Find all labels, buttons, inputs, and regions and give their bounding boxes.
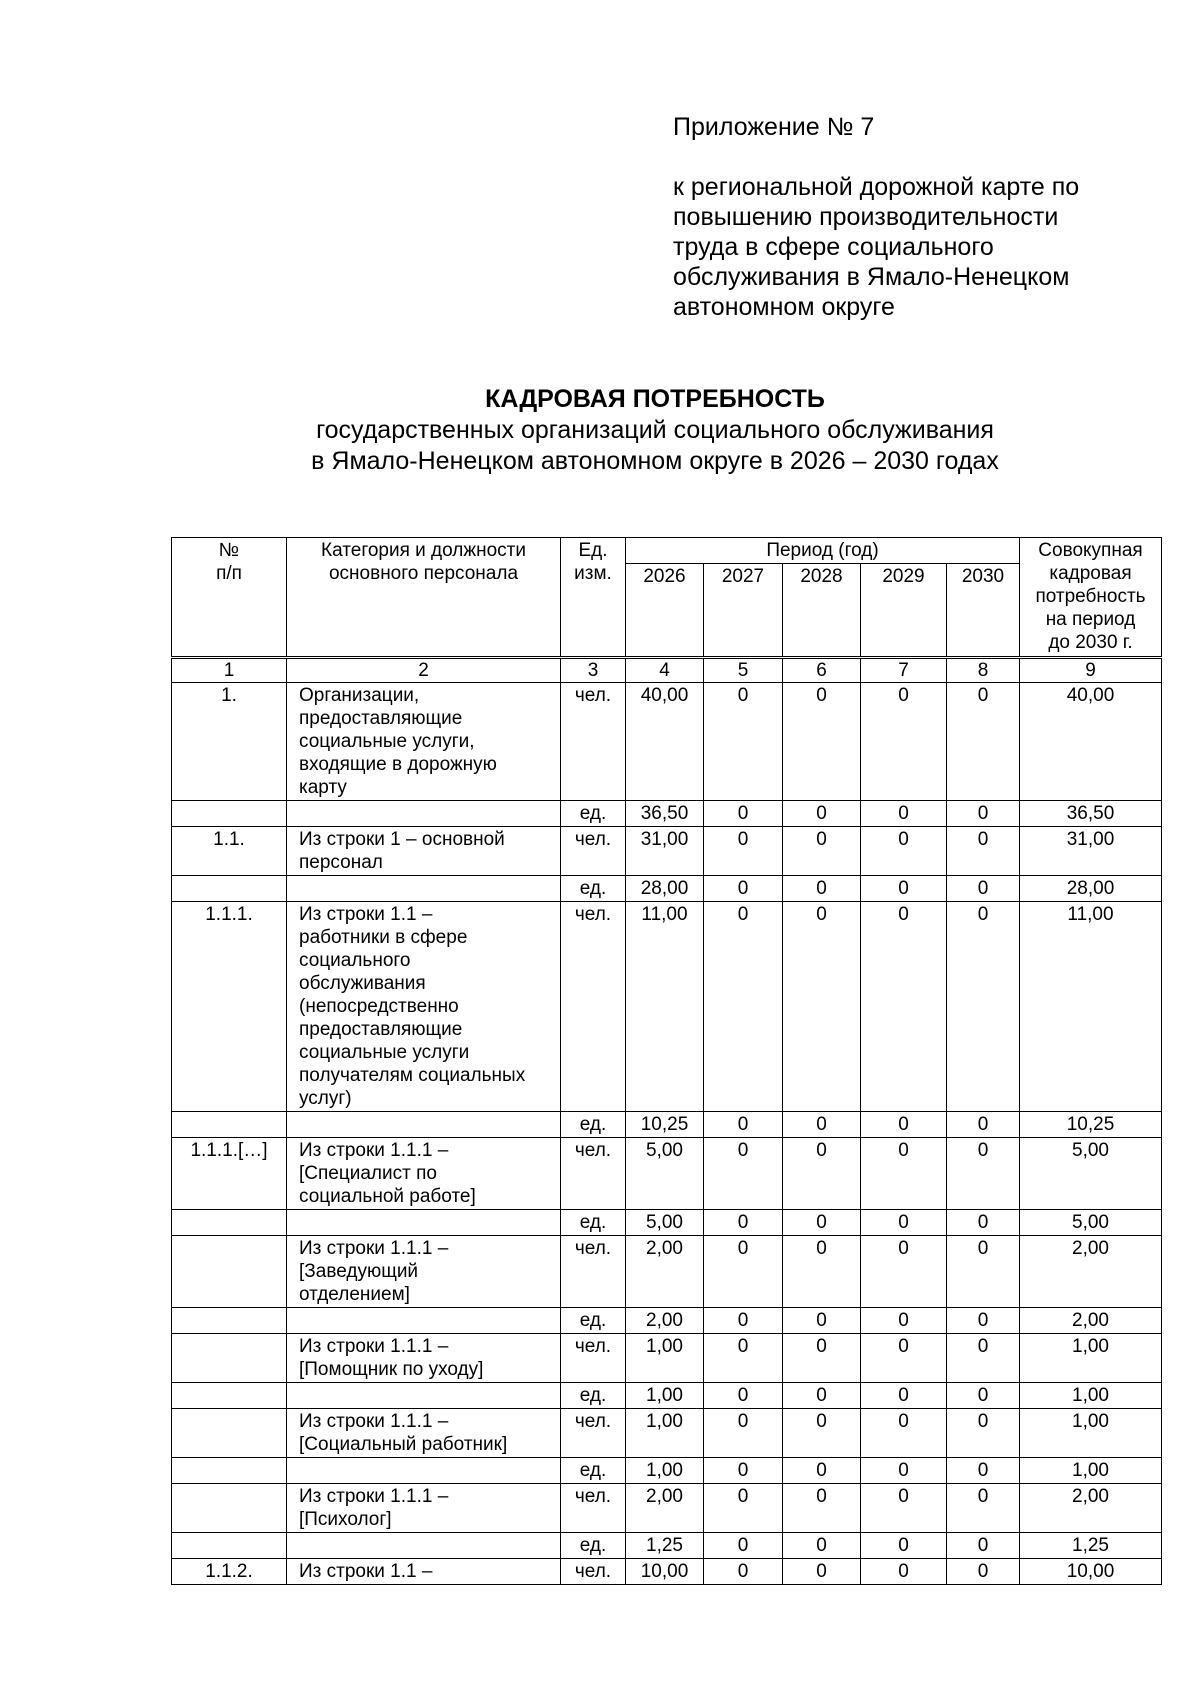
year-value-cell: 0 bbox=[704, 827, 783, 876]
year-value-cell: 2,00 bbox=[626, 1236, 704, 1308]
year-value-cell: 1,00 bbox=[626, 1409, 704, 1458]
year-value-cell: 0 bbox=[861, 1138, 947, 1210]
year-value-cell: 0 bbox=[947, 801, 1020, 827]
table-row bbox=[172, 1236, 1162, 1308]
appendix-line: к региональной дорожной карте по bbox=[673, 173, 1080, 201]
category-line: входящие в дорожную bbox=[299, 754, 497, 775]
table-row bbox=[172, 1383, 1162, 1409]
row-category bbox=[287, 1559, 561, 1585]
row-unit: ед. bbox=[561, 1308, 626, 1334]
row-category bbox=[287, 1236, 561, 1308]
row-number bbox=[172, 1210, 287, 1236]
table-row bbox=[172, 1210, 1162, 1236]
table-row bbox=[172, 1112, 1162, 1138]
row-category bbox=[287, 1409, 561, 1458]
category-line: [Психолог] bbox=[299, 1509, 392, 1530]
column-number: 5 bbox=[704, 658, 783, 683]
header-num: № п/п bbox=[172, 538, 287, 658]
appendix-line: труда в сфере социального bbox=[673, 233, 994, 261]
row-category bbox=[287, 1533, 561, 1559]
year-value-cell: 10,25 bbox=[626, 1112, 704, 1138]
row-category bbox=[287, 876, 561, 902]
row-total: 1,00 bbox=[1020, 1334, 1162, 1383]
year-value-cell: 0 bbox=[947, 1484, 1020, 1533]
year-value-cell: 0 bbox=[704, 1334, 783, 1383]
row-unit: чел. bbox=[561, 827, 626, 876]
row-number bbox=[172, 1484, 287, 1533]
year-value-cell: 0 bbox=[783, 1458, 861, 1484]
document-title bbox=[120, 384, 1190, 477]
year-value-cell: 0 bbox=[947, 1458, 1020, 1484]
category-line: социального bbox=[299, 950, 411, 971]
year-value-cell: 0 bbox=[947, 1308, 1020, 1334]
row-unit: чел. bbox=[561, 1409, 626, 1458]
year-value-cell: 0 bbox=[704, 683, 783, 801]
table-row bbox=[172, 683, 1162, 801]
row-total: 2,00 bbox=[1020, 1484, 1162, 1533]
year-value-cell: 0 bbox=[783, 1112, 861, 1138]
year-value-cell: 0 bbox=[783, 1533, 861, 1559]
year-value-cell: 0 bbox=[783, 1138, 861, 1210]
year-value-cell: 0 bbox=[783, 827, 861, 876]
category-line: карту bbox=[299, 777, 347, 798]
year-value-cell: 40,00 bbox=[626, 683, 704, 801]
row-total: 10,25 bbox=[1020, 1112, 1162, 1138]
category-line: Из строки 1.1.1 – bbox=[299, 1411, 449, 1432]
year-value-cell: 0 bbox=[704, 1236, 783, 1308]
year-value-cell: 0 bbox=[861, 1383, 947, 1409]
row-category bbox=[287, 801, 561, 827]
row-number bbox=[172, 1236, 287, 1308]
row-unit: чел. bbox=[561, 902, 626, 1112]
row-total: 31,00 bbox=[1020, 827, 1162, 876]
category-line: Из строки 1.1 – bbox=[299, 904, 433, 925]
row-unit: чел. bbox=[561, 1138, 626, 1210]
column-number: 9 bbox=[1020, 658, 1162, 683]
row-number bbox=[172, 1533, 287, 1559]
year-value-cell: 0 bbox=[704, 876, 783, 902]
row-category bbox=[287, 1383, 561, 1409]
column-number: 4 bbox=[626, 658, 704, 683]
year-value-cell: 0 bbox=[783, 801, 861, 827]
year-value-cell: 11,00 bbox=[626, 902, 704, 1112]
appendix-line: повышению производительности bbox=[673, 203, 1059, 231]
year-value-cell: 36,50 bbox=[626, 801, 704, 827]
row-unit: ед. bbox=[561, 1112, 626, 1138]
category-line: Из строки 1.1 – bbox=[299, 1561, 433, 1582]
year-value-cell: 0 bbox=[947, 1559, 1020, 1585]
row-number: 1. bbox=[172, 683, 287, 801]
row-number bbox=[172, 1112, 287, 1138]
year-value-cell: 0 bbox=[704, 1112, 783, 1138]
category-line: Из строки 1.1.1 – bbox=[299, 1486, 449, 1507]
row-total: 5,00 bbox=[1020, 1138, 1162, 1210]
table-row bbox=[172, 1559, 1162, 1585]
year-value-cell: 0 bbox=[783, 1484, 861, 1533]
row-number bbox=[172, 1308, 287, 1334]
row-number: 1.1.1. bbox=[172, 902, 287, 1112]
year-value-cell: 0 bbox=[783, 902, 861, 1112]
category-line: [Социальный работник] bbox=[299, 1434, 508, 1455]
year-value-cell: 0 bbox=[861, 902, 947, 1112]
year-value-cell: 0 bbox=[861, 876, 947, 902]
column-numbers-row bbox=[172, 658, 1162, 683]
year-value-cell: 0 bbox=[704, 1210, 783, 1236]
column-number: 7 bbox=[861, 658, 947, 683]
year-value-cell: 0 bbox=[861, 1409, 947, 1458]
year-value-cell: 1,00 bbox=[626, 1334, 704, 1383]
category-line: услуг) bbox=[299, 1088, 352, 1109]
year-value-cell: 0 bbox=[947, 1409, 1020, 1458]
row-unit: чел. bbox=[561, 1334, 626, 1383]
table-row bbox=[172, 1484, 1162, 1533]
category-line: Из строки 1.1.1 – bbox=[299, 1336, 449, 1357]
table-row bbox=[172, 1334, 1162, 1383]
year-value-cell: 0 bbox=[861, 827, 947, 876]
row-unit: чел. bbox=[561, 1484, 626, 1533]
row-category bbox=[287, 683, 561, 801]
year-value-cell: 0 bbox=[861, 801, 947, 827]
row-category bbox=[287, 827, 561, 876]
year-value-cell: 1,00 bbox=[626, 1383, 704, 1409]
year-value-cell: 0 bbox=[947, 902, 1020, 1112]
table-row bbox=[172, 1138, 1162, 1210]
year-value-cell: 0 bbox=[704, 1559, 783, 1585]
category-line: [Помощник по уходу] bbox=[299, 1359, 484, 1380]
year-value-cell: 0 bbox=[783, 1308, 861, 1334]
row-total: 2,00 bbox=[1020, 1308, 1162, 1334]
row-unit: ед. bbox=[561, 1458, 626, 1484]
category-line: социальные услуги, bbox=[299, 731, 475, 752]
row-unit: чел. bbox=[561, 1236, 626, 1308]
appendix-line: автономном округе bbox=[673, 293, 895, 321]
category-line: социальной работе] bbox=[299, 1186, 476, 1207]
row-unit: ед. bbox=[561, 876, 626, 902]
year-value-cell: 0 bbox=[704, 1533, 783, 1559]
row-category bbox=[287, 1138, 561, 1210]
row-total: 11,00 bbox=[1020, 902, 1162, 1112]
row-total: 1,00 bbox=[1020, 1383, 1162, 1409]
row-total: 28,00 bbox=[1020, 876, 1162, 902]
row-number bbox=[172, 1383, 287, 1409]
row-category bbox=[287, 1112, 561, 1138]
year-value-cell: 0 bbox=[861, 1210, 947, 1236]
header-category: Категория и должности основного персонала bbox=[287, 538, 561, 658]
year-value-cell: 0 bbox=[861, 683, 947, 801]
row-total: 2,00 bbox=[1020, 1236, 1162, 1308]
column-number: 1 bbox=[172, 658, 287, 683]
year-value-cell: 0 bbox=[783, 1334, 861, 1383]
year-value-cell: 1,25 bbox=[626, 1533, 704, 1559]
row-number bbox=[172, 1409, 287, 1458]
row-unit: ед. bbox=[561, 1383, 626, 1409]
year-value-cell: 28,00 bbox=[626, 876, 704, 902]
category-line: предоставляющие bbox=[299, 708, 463, 729]
row-unit: ед. bbox=[561, 1210, 626, 1236]
year-value-cell: 0 bbox=[947, 1138, 1020, 1210]
column-number: 3 bbox=[561, 658, 626, 683]
year-value-cell: 0 bbox=[947, 827, 1020, 876]
row-unit: чел. bbox=[561, 1559, 626, 1585]
year-value-cell: 0 bbox=[704, 1484, 783, 1533]
category-line: [Заведующий bbox=[299, 1261, 419, 1282]
year-value-cell: 0 bbox=[947, 1112, 1020, 1138]
year-value-cell: 0 bbox=[861, 1458, 947, 1484]
row-total: 1,25 bbox=[1020, 1533, 1162, 1559]
category-line: обслуживания bbox=[299, 973, 426, 994]
row-number bbox=[172, 1334, 287, 1383]
category-line: Из строки 1.1.1 – bbox=[299, 1140, 449, 1161]
year-value-cell: 2,00 bbox=[626, 1484, 704, 1533]
column-number: 2 bbox=[287, 658, 561, 683]
row-number bbox=[172, 876, 287, 902]
header-year: 2026 bbox=[626, 564, 704, 658]
category-line: Из строки 1.1.1 – bbox=[299, 1238, 449, 1259]
year-value-cell: 0 bbox=[861, 1112, 947, 1138]
year-value-cell: 0 bbox=[861, 1308, 947, 1334]
year-value-cell: 2,00 bbox=[626, 1308, 704, 1334]
row-unit: ед. bbox=[561, 801, 626, 827]
table-row bbox=[172, 1533, 1162, 1559]
header-year: 2030 bbox=[947, 564, 1020, 658]
year-value-cell: 5,00 bbox=[626, 1210, 704, 1236]
row-total: 1,00 bbox=[1020, 1409, 1162, 1458]
table-row bbox=[172, 1308, 1162, 1334]
appendix-block bbox=[673, 112, 1143, 322]
row-number bbox=[172, 1458, 287, 1484]
year-value-cell: 0 bbox=[861, 1334, 947, 1383]
year-value-cell: 0 bbox=[861, 1533, 947, 1559]
category-line: получателям социальных bbox=[299, 1065, 526, 1086]
staffing-table bbox=[171, 537, 1162, 1585]
row-total: 5,00 bbox=[1020, 1210, 1162, 1236]
category-line: Организации, bbox=[299, 685, 420, 706]
header-period: Период (год) bbox=[626, 538, 1020, 564]
row-total: 40,00 bbox=[1020, 683, 1162, 801]
table-row bbox=[172, 827, 1162, 876]
row-unit: чел. bbox=[561, 683, 626, 801]
header-year: 2028 bbox=[783, 564, 861, 658]
category-line: отделением] bbox=[299, 1284, 410, 1305]
row-category bbox=[287, 1484, 561, 1533]
header-total: Совокупная кадровая потребность на период до 2030 г. bbox=[1020, 538, 1162, 658]
row-number: 1.1.1.[…] bbox=[172, 1138, 287, 1210]
category-line: работники в сфере bbox=[299, 927, 468, 948]
year-value-cell: 0 bbox=[947, 683, 1020, 801]
title-main: КАДРОВАЯ ПОТРЕБНОСТЬ bbox=[485, 385, 825, 413]
row-total: 1,00 bbox=[1020, 1458, 1162, 1484]
year-value-cell: 0 bbox=[704, 801, 783, 827]
year-value-cell: 0 bbox=[704, 1138, 783, 1210]
category-line: персонал bbox=[299, 852, 383, 873]
category-line: социальные услуги bbox=[299, 1042, 470, 1063]
row-category bbox=[287, 1334, 561, 1383]
year-value-cell: 0 bbox=[947, 1533, 1020, 1559]
year-value-cell: 0 bbox=[783, 683, 861, 801]
category-line: (непосредственно bbox=[299, 996, 459, 1017]
row-category bbox=[287, 902, 561, 1112]
table-row bbox=[172, 1409, 1162, 1458]
year-value-cell: 0 bbox=[704, 902, 783, 1112]
table-row bbox=[172, 876, 1162, 902]
year-value-cell: 0 bbox=[861, 1484, 947, 1533]
row-total: 36,50 bbox=[1020, 801, 1162, 827]
table-row bbox=[172, 902, 1162, 1112]
year-value-cell: 0 bbox=[783, 1559, 861, 1585]
row-category bbox=[287, 1458, 561, 1484]
year-value-cell: 0 bbox=[947, 1383, 1020, 1409]
title-subtitle: в Ямало-Ненецком автономном округе в 2026 – 2030 годах bbox=[311, 447, 999, 475]
table-row bbox=[172, 801, 1162, 827]
row-number: 1.1. bbox=[172, 827, 287, 876]
year-value-cell: 0 bbox=[947, 1210, 1020, 1236]
header-year: 2027 bbox=[704, 564, 783, 658]
category-line: [Специалист по bbox=[299, 1163, 437, 1184]
header-row bbox=[172, 538, 1162, 564]
year-value-cell: 1,00 bbox=[626, 1458, 704, 1484]
appendix-line: обслуживания в Ямало-Ненецком bbox=[673, 263, 1070, 291]
column-number: 8 bbox=[947, 658, 1020, 683]
year-value-cell: 0 bbox=[947, 876, 1020, 902]
appendix-number: Приложение № 7 bbox=[673, 113, 875, 141]
table-row bbox=[172, 1458, 1162, 1484]
year-value-cell: 0 bbox=[783, 876, 861, 902]
year-value-cell: 0 bbox=[947, 1334, 1020, 1383]
year-value-cell: 31,00 bbox=[626, 827, 704, 876]
year-value-cell: 0 bbox=[783, 1236, 861, 1308]
title-subtitle: государственных организаций социального обслуживания bbox=[316, 416, 994, 444]
row-total: 10,00 bbox=[1020, 1559, 1162, 1585]
year-value-cell: 0 bbox=[704, 1308, 783, 1334]
row-number: 1.1.2. bbox=[172, 1559, 287, 1585]
year-value-cell: 0 bbox=[783, 1409, 861, 1458]
year-value-cell: 0 bbox=[704, 1458, 783, 1484]
row-category bbox=[287, 1308, 561, 1334]
row-category bbox=[287, 1210, 561, 1236]
header-year: 2029 bbox=[861, 564, 947, 658]
year-value-cell: 0 bbox=[861, 1559, 947, 1585]
year-value-cell: 0 bbox=[947, 1236, 1020, 1308]
column-number: 6 bbox=[783, 658, 861, 683]
category-line: предоставляющие bbox=[299, 1019, 463, 1040]
category-line: Из строки 1 – основной bbox=[299, 829, 505, 850]
year-value-cell: 0 bbox=[704, 1383, 783, 1409]
year-value-cell: 5,00 bbox=[626, 1138, 704, 1210]
year-value-cell: 0 bbox=[783, 1383, 861, 1409]
row-unit: ед. bbox=[561, 1533, 626, 1559]
year-value-cell: 10,00 bbox=[626, 1559, 704, 1585]
year-value-cell: 0 bbox=[704, 1409, 783, 1458]
header-unit: Ед. изм. bbox=[561, 538, 626, 658]
year-value-cell: 0 bbox=[783, 1210, 861, 1236]
row-number bbox=[172, 801, 287, 827]
year-value-cell: 0 bbox=[861, 1236, 947, 1308]
